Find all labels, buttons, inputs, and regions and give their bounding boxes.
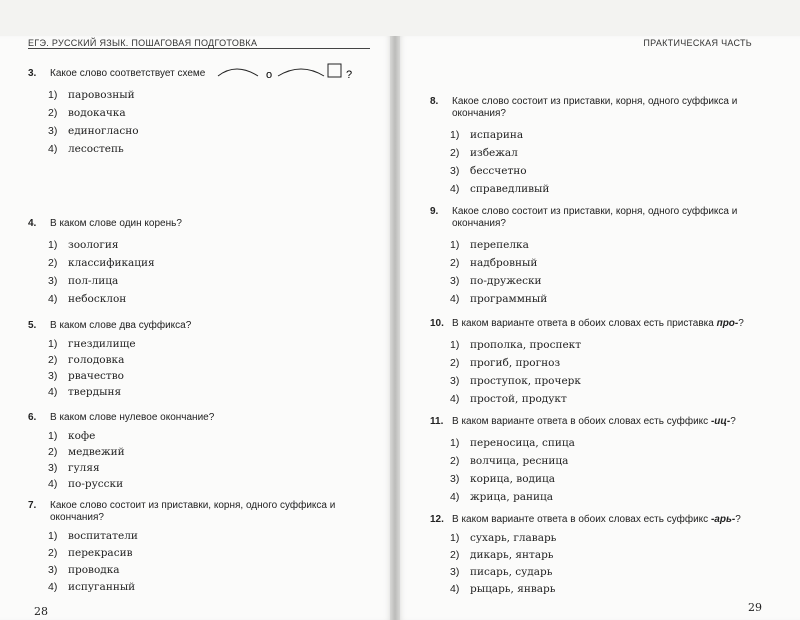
question-text: В каком слове один корень? [50,218,182,229]
answer-option: 2) водокачка [48,107,126,119]
answer-option: 3) по-дружески [450,275,542,287]
answer-option: 1) перепелка [450,239,529,251]
question-text: В каком слове нулевое окончание? [50,412,215,423]
page-number-right: 29 [748,601,762,614]
morpheme-accent: про- [716,318,739,329]
answer-option: 1) воспитатели [48,530,138,542]
question-number: 8. [430,96,439,107]
answer-option: 4) жрица, раница [450,491,554,503]
question-6 [28,412,358,492]
answer-list [28,528,364,596]
question-text: В каком слове два суффикса? [50,320,192,331]
answer-option: 4) рыцарь, январь [450,583,556,595]
answer-option: 3) проступок, прочерк [450,375,581,387]
question-11: 11. В каком варианте ответа в обоих словах есть суффикс -иц-? 1) переносица, спица 2) волчица, ресница 3) корица, водица 4) жрица, раница [430,416,770,506]
answer-option: 2) дикарь, янтарь [450,549,554,561]
answer-option: 3) единогласно [48,125,139,137]
question-text: Какое слово состоит из приставки, корня, одного суффикса и окончания? [452,96,738,119]
answer-list [430,126,770,198]
answer-option: 3) корица, водица [450,473,555,485]
right-header-rule [30,48,370,49]
question-number: 7. [28,500,37,511]
question-5 [28,320,358,400]
answer-list [28,428,358,492]
question-text: В каком варианте ответа в обоих словах есть суффикс [452,416,709,427]
answer-option: 4) небосклон [48,293,127,305]
question-9 [430,206,770,308]
answer-option: 2) классификация [48,257,155,269]
ending-box-icon [328,64,341,77]
answer-list [430,336,770,408]
question-number: 10. [430,318,444,329]
question-8 [430,96,770,198]
answer-list [430,434,770,506]
answer-option: 4) по-русски [48,478,124,490]
question-number: 4. [28,218,37,229]
root-arc-icon [218,69,258,76]
answer-list [28,236,358,308]
answer-option: 1) зоология [48,239,119,251]
answer-option: 1) гнездилище [48,338,136,350]
answer-option: 2) избежал [450,147,518,159]
morpheme-accent: -арь- [710,514,736,525]
question-number: 6. [28,412,37,423]
question-number: 3. [28,68,37,79]
morpheme-accent: -иц- [710,416,731,427]
answer-option: 4) простой, продукт [450,393,567,405]
question-12: 12. В каком варианте ответа в обоих словах есть суффикс -арь-? 1) сухарь, главарь 2) дикарь, янтарь 3) писарь, сударь 4) рыцарь, январь [430,514,770,598]
answer-option: 4) лесостепь [48,143,124,155]
answer-option: 1) переносица, спица [450,437,575,449]
question-text: Какое слово состоит из приставки, корня, одного суффикса и окончания? [50,500,336,523]
scheme-question: ? [346,69,353,81]
page-number-left: 28 [34,605,48,618]
answer-list [28,336,358,400]
answer-option: 3) рвачество [48,370,124,382]
answer-option: 1) прополка, проспект [450,339,582,351]
question-number: 5. [28,320,37,331]
answer-option: 1) паровозный [48,89,135,101]
answer-option: 1) сухарь, главарь [450,532,557,544]
question-number: 12. [430,514,444,525]
answer-option: 4) твердыня [48,386,122,398]
question-7 [28,500,364,596]
answer-option: 4) программный [450,293,548,305]
answer-list [430,236,770,308]
question-text: Какое слово соответствует схеме [50,68,206,79]
morpheme-scheme [216,60,366,82]
question-number: 9. [430,206,439,217]
answer-option: 1) кофе [48,430,96,442]
question-text: В каком варианте ответа в обоих словах есть приставка [452,318,714,329]
book-gutter [390,36,400,620]
answer-option: 3) гуляя [48,462,100,474]
answer-option: 3) бессчетно [450,165,527,177]
question-4 [28,218,358,308]
answer-list [28,86,358,158]
answer-option: 2) перекрасив [48,547,133,559]
answer-option: 4) испуганный [48,581,136,593]
left-running-head: ЕГЭ. РУССКИЙ ЯЗЫК. ПОШАГОВАЯ ПОДГОТОВКА [28,38,258,48]
scheme-char: о [266,69,273,81]
right-running-head: ПРАКТИЧЕСКАЯ ЧАСТЬ [643,38,752,48]
answer-option: 2) волчица, ресница [450,455,569,467]
answer-list [430,530,770,598]
question-number: 11. [430,416,444,427]
answer-option: 3) пол-лица [48,275,119,287]
answer-option: 2) голодовка [48,354,125,366]
answer-option: 3) писарь, сударь [450,566,553,578]
answer-option: 2) медвежий [48,446,125,458]
answer-option: 4) справедливый [450,183,550,195]
answer-option: 3) проводка [48,564,120,576]
answer-option: 1) испарина [450,129,524,141]
answer-option: 2) прогиб, прогноз [450,357,561,369]
question-text: Какое слово состоит из приставки, корня, одного суффикса и окончания? [452,206,738,229]
question-10: 10. В каком варианте ответа в обоих словах есть приставка про-? 1) прополка, проспект 2) прогиб, прогноз 3) проступок, прочерк 4) простой, продукт [430,318,770,408]
answer-option: 2) надбровный [450,257,538,269]
root-arc-icon [278,69,324,76]
question-text: В каком варианте ответа в обоих словах есть суффикс [452,514,709,525]
